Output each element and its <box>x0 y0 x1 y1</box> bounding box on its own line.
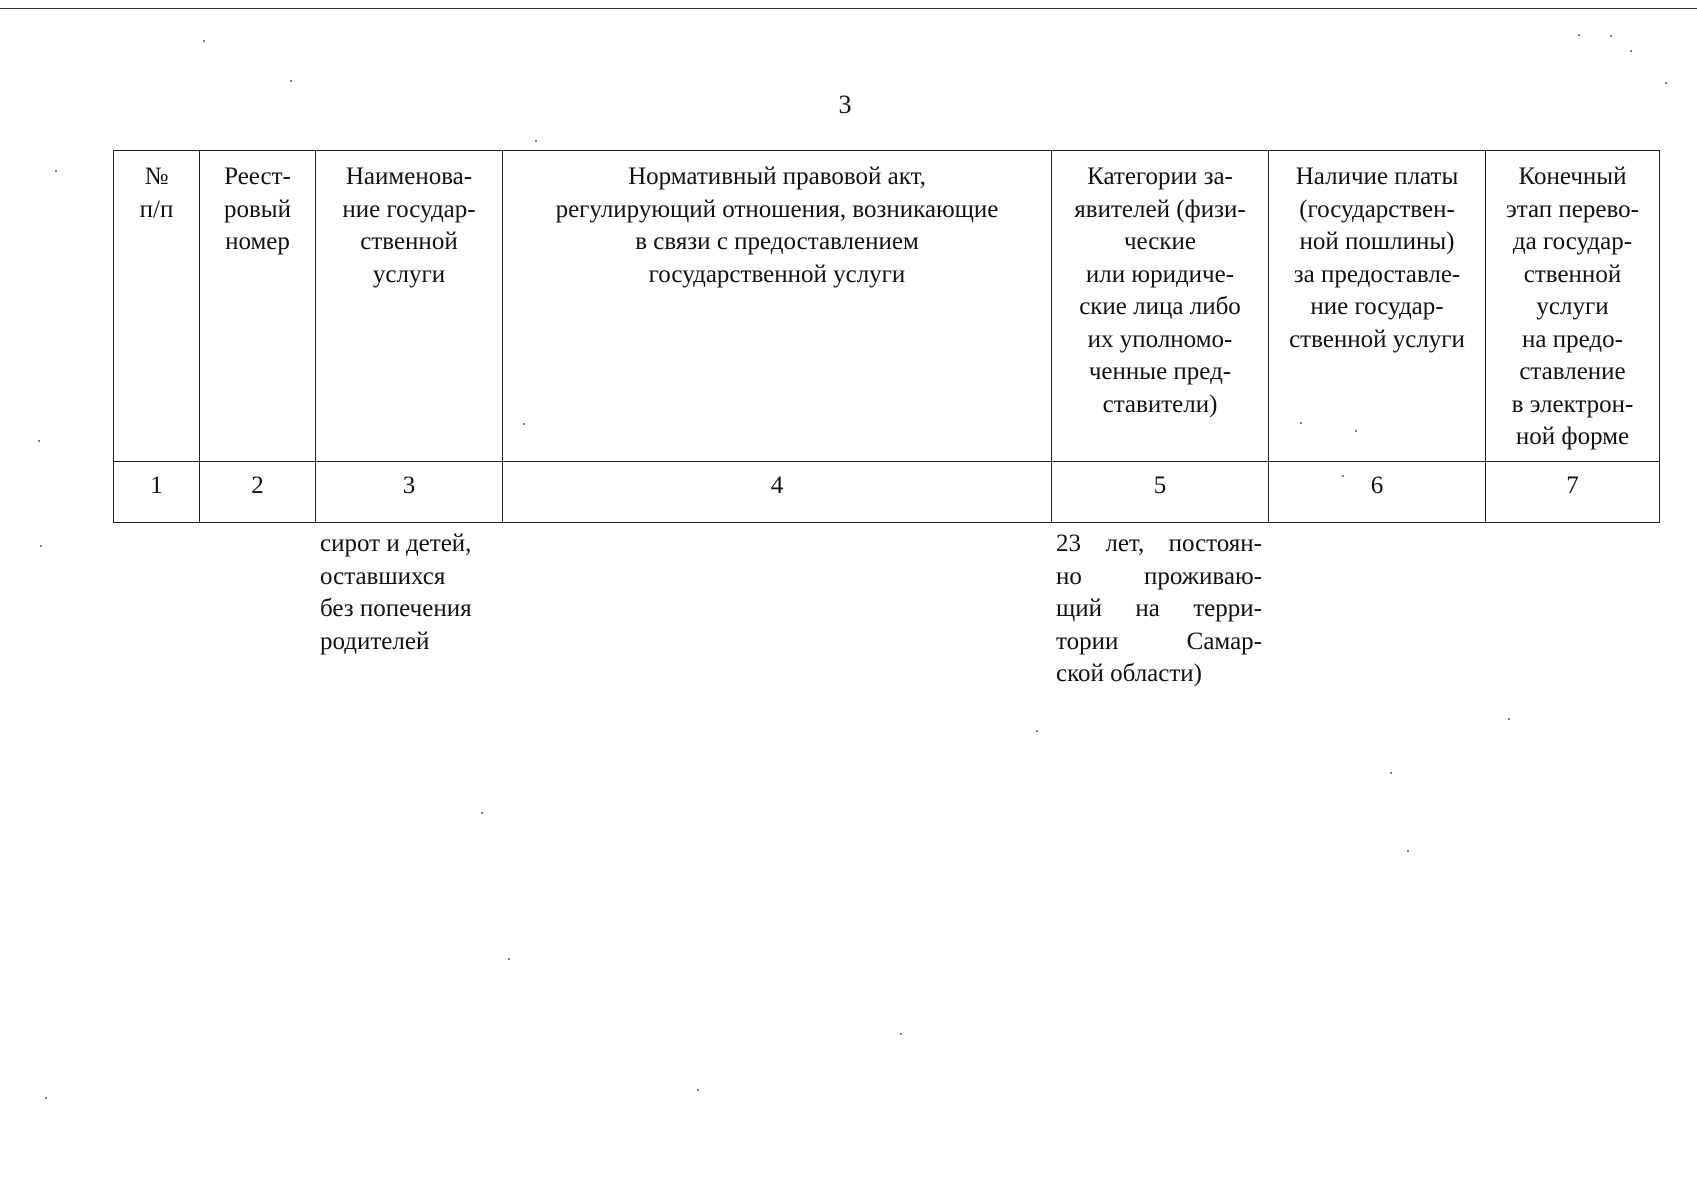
page-number: 3 <box>838 90 852 119</box>
scan-speck <box>1300 422 1302 424</box>
header-text-line: явителей (физи- <box>1074 195 1246 223</box>
table-column-numbers-row <box>114 462 1660 523</box>
scan-speck <box>1036 730 1038 732</box>
header-cell-applicant-categories <box>1052 151 1269 462</box>
header-text-line: в связи с предоставлением <box>635 228 919 255</box>
continuation-text-line <box>1056 561 1262 594</box>
continuation-word: постоян- <box>1168 530 1262 557</box>
header-text-line: ние государ- <box>342 195 476 223</box>
header-cell-service-name <box>316 151 503 462</box>
scan-speck <box>1355 430 1357 432</box>
scan-speck <box>1665 82 1667 84</box>
header-text-line: п/п <box>139 195 174 223</box>
column-number-cell: 5 <box>1052 462 1269 523</box>
header-text-line: номер <box>225 228 290 255</box>
scan-speck <box>55 170 57 172</box>
column-number-cell: 7 <box>1486 462 1660 523</box>
header-text-line: ченные пред- <box>1088 358 1232 385</box>
header-text-line: ной пошлины) <box>1299 228 1455 255</box>
continuation-word: Самар- <box>1186 627 1262 655</box>
header-cell-registry-number <box>200 151 316 462</box>
scan-speck <box>40 545 42 547</box>
header-text-line: регулирующий отношения, возникающие <box>555 195 999 223</box>
header-cell-fee <box>1269 151 1486 462</box>
header-text-line: их уполномо- <box>1087 325 1233 353</box>
header-text-line: или юридиче- <box>1085 260 1235 288</box>
header-text-line: на предо- <box>1522 325 1623 353</box>
continuation-word: ской области) <box>1056 660 1202 687</box>
header-text-line: ственной услуги <box>1289 325 1465 353</box>
continuation-word: 23 <box>1056 530 1081 557</box>
header-text-line: ставители) <box>1102 390 1218 418</box>
header-text-line: № <box>144 163 169 190</box>
column-number-cell: 3 <box>316 462 503 523</box>
header-cell-final-stage <box>1486 151 1660 462</box>
continuation-word: тории <box>1056 627 1119 655</box>
header-text-line: этап перево- <box>1506 195 1639 223</box>
scan-speck <box>1390 772 1392 774</box>
header-text-line: государственной услуги <box>648 260 906 288</box>
header-text-line: ские лица либо <box>1079 293 1241 320</box>
column-number-cell: 1 <box>114 462 200 523</box>
scan-speck <box>1630 50 1632 52</box>
continuation-word: но <box>1056 562 1082 590</box>
continuation-text-line: родителей <box>320 627 430 655</box>
header-text-line: (государствен- <box>1299 195 1455 223</box>
column-number-cell: 4 <box>503 462 1052 523</box>
header-text-line: услуги <box>372 260 446 288</box>
scan-speck <box>481 812 483 814</box>
header-text-line: услуги <box>1536 293 1609 320</box>
scan-speck <box>535 140 537 142</box>
scan-speck <box>1610 35 1612 37</box>
header-text-line: за предоставле- <box>1293 260 1461 288</box>
header-text-line: ственной <box>1523 260 1622 288</box>
header-text-line: Наличие платы <box>1295 163 1459 190</box>
top-rule <box>0 8 1697 9</box>
header-text-line: Нормативный правовой акт, <box>628 163 926 190</box>
header-cell-legal-act <box>503 151 1052 462</box>
header-text-line: Наименова- <box>345 163 473 190</box>
continuation-text-line: оставшихся <box>320 562 446 590</box>
continuation-text-line: без попечения <box>320 595 472 622</box>
header-text-line: ной форме <box>1515 423 1630 450</box>
scan-speck <box>900 1033 902 1035</box>
continuation-text-line <box>1056 528 1262 561</box>
continuation-text-line <box>1056 626 1262 659</box>
scan-speck <box>1342 475 1344 477</box>
continuation-service-name <box>320 528 505 658</box>
header-text-line: ческие <box>1123 228 1196 255</box>
header-text-line: Категории за- <box>1087 163 1233 190</box>
continuation-text-line <box>1056 593 1262 626</box>
services-table <box>113 150 1660 523</box>
scan-speck <box>523 423 525 425</box>
continuation-text-line <box>1056 658 1262 691</box>
continuation-word: лет, <box>1105 530 1145 557</box>
header-text-line: Конечный <box>1518 163 1627 190</box>
continuation-word: терри- <box>1193 595 1262 622</box>
scan-speck <box>1578 34 1580 36</box>
header-text-line: ние государ- <box>1310 293 1444 320</box>
header-text-line: да государ- <box>1512 228 1633 255</box>
continuation-text-line: сирот и детей, <box>320 530 472 557</box>
scan-speck <box>508 958 510 960</box>
scan-speck <box>38 440 40 442</box>
scan-speck <box>697 1089 699 1091</box>
header-text-line: в электрон- <box>1511 390 1634 418</box>
header-text-line: ставление <box>1519 358 1626 385</box>
column-number-cell: 2 <box>200 462 316 523</box>
continuation-applicant-categories <box>1056 528 1262 691</box>
scan-speck <box>203 40 205 42</box>
header-text-line: Реест- <box>224 163 291 190</box>
table-header-row <box>114 151 1660 462</box>
header-text-line: ровый <box>224 195 291 223</box>
scan-speck <box>1508 718 1510 720</box>
continuation-word: на <box>1135 595 1160 622</box>
header-cell-number <box>114 151 200 462</box>
scan-speck <box>290 80 292 82</box>
scan-speck <box>1407 850 1409 852</box>
continuation-word: проживаю- <box>1144 562 1262 590</box>
header-text-line: ственной <box>360 228 458 255</box>
scan-speck <box>45 1097 47 1099</box>
continuation-word: щий <box>1056 595 1103 622</box>
column-number-cell: 6 <box>1269 462 1486 523</box>
